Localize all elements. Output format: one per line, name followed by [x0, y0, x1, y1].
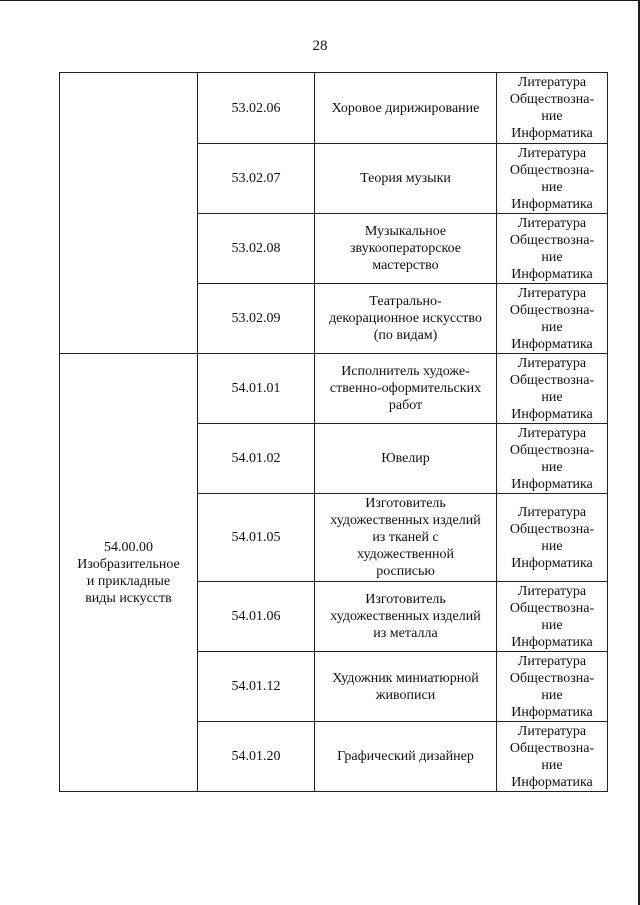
specialty-name-line: художественных изделий [330, 609, 481, 624]
specialty-name-cell [315, 722, 497, 792]
specialty-name-line: Исполнитель художе- [341, 364, 470, 379]
subjects-cell [497, 424, 608, 494]
subject-line: ние [541, 459, 563, 475]
specialty-code-cell: 54.01.05 [198, 494, 315, 582]
subject-line: Обществозна- [509, 92, 595, 107]
specialty-name-line: из тканей с [372, 530, 439, 545]
subject-line: Литература [517, 504, 587, 520]
specialty-name-line: из металла [373, 626, 438, 641]
subject-line: Литература [517, 355, 587, 371]
specialty-name-line: Графический дизайнер [337, 749, 474, 764]
specialty-name-line: Театрально- [369, 294, 442, 309]
specialty-code-cell: 53.02.08 [198, 214, 315, 284]
specialty-table [59, 72, 608, 792]
subjects-cell [497, 582, 608, 652]
subject-line: Информатика [511, 774, 593, 790]
subject-line: Литература [517, 583, 587, 599]
subject-line: Литература [517, 425, 587, 441]
subject-line: ние [541, 687, 563, 703]
specialty-code-cell: 54.01.01 [198, 354, 315, 424]
subject-line: ние [541, 249, 563, 265]
subject-line: Информатика [511, 476, 593, 492]
specialty-name-cell [315, 73, 497, 144]
subject-line: Литература [517, 653, 587, 669]
specialty-code-cell: 54.01.02 [198, 424, 315, 494]
specialty-name-line: (по видам) [373, 328, 438, 343]
specialty-name-line: художественной [357, 547, 454, 562]
scan-edge-top [0, 0, 640, 1]
subject-line: Информатика [511, 196, 593, 212]
specialty-code-cell: 53.02.07 [198, 144, 315, 214]
group-name-line: Изобразительное [77, 556, 180, 572]
subject-line: Обществозна- [509, 162, 595, 178]
subject-line: Литература [517, 723, 587, 739]
group-cell [60, 73, 198, 354]
subject-line: ние [541, 538, 563, 554]
page-number: 28 [312, 38, 328, 54]
subject-line: Обществозна- [509, 600, 595, 616]
specialty-name-cell [315, 284, 497, 354]
specialty-name-line: Художник миниатюрной [332, 670, 479, 686]
subject-line: Обществозна- [509, 670, 595, 686]
specialty-name-cell [315, 144, 497, 214]
group-code: 54.00.00 [104, 539, 153, 555]
specialty-code-cell: 54.01.06 [198, 582, 315, 652]
specialty-name-line: работ [388, 398, 423, 413]
subject-line: ние [541, 109, 563, 124]
specialty-name-line: Изготовитель [365, 592, 446, 607]
subject-line: Информатика [511, 704, 593, 720]
subject-line: Литература [517, 215, 587, 231]
specialty-code-cell: 54.01.20 [198, 722, 315, 792]
subject-line: ние [541, 757, 563, 773]
specialty-name-line: росписью [376, 564, 435, 579]
subject-line: ние [541, 617, 563, 633]
subject-line: Информатика [511, 555, 593, 571]
subject-line: Обществозна- [509, 442, 595, 458]
subject-line: Информатика [511, 266, 593, 282]
group-name-line: и прикладные [86, 573, 171, 589]
specialty-name-line: декорационное искусство [329, 311, 482, 326]
subjects-cell [497, 284, 608, 354]
subject-line: Информатика [511, 634, 593, 650]
table-body [60, 73, 608, 792]
specialty-code-cell: 53.02.09 [198, 284, 315, 354]
specialty-name-cell [315, 424, 497, 494]
subjects-cell [497, 722, 608, 792]
specialty-name-line: мастерство [372, 258, 439, 273]
specialty-name-line: Ювелир [381, 451, 430, 466]
specialty-name-cell [315, 354, 497, 424]
subjects-cell [497, 494, 608, 582]
group-cell [60, 354, 198, 792]
specialty-name-line: Изготовитель [365, 496, 446, 511]
subject-line: Литература [517, 285, 587, 301]
specialty-name-cell [315, 214, 497, 284]
subject-line: Информатика [511, 126, 593, 141]
specialty-name-line: звукооператорское [350, 241, 461, 256]
specialty-name-line: Музыкальное [364, 224, 447, 239]
subjects-cell [497, 144, 608, 214]
specialty-code-cell: 53.02.06 [198, 73, 315, 144]
subject-line: Информатика [511, 336, 593, 352]
subject-line: Обществозна- [509, 372, 595, 388]
subject-line: Обществозна- [509, 232, 595, 248]
subject-line: Обществозна- [509, 302, 595, 318]
subject-line: Обществозна- [509, 740, 595, 756]
specialty-name-line: Теория музыки [360, 171, 451, 186]
specialty-name-line: ственно-оформительских [329, 381, 482, 396]
specialty-name-line: художественных изделий [330, 513, 481, 528]
subject-line: ние [541, 319, 563, 335]
subject-line: Литература [517, 75, 587, 90]
subjects-cell [497, 354, 608, 424]
table-row [60, 354, 608, 424]
subjects-cell [497, 214, 608, 284]
table-row [60, 73, 608, 144]
specialty-name-cell [315, 494, 497, 582]
subjects-cell [497, 73, 608, 144]
subject-line: ние [541, 179, 563, 195]
specialty-name-line: живописи [375, 687, 436, 703]
specialty-name-cell [315, 582, 497, 652]
specialty-name-line: Хоровое дирижирование [331, 100, 480, 116]
subject-line: Обществозна- [509, 521, 595, 537]
group-name-line: виды искусств [85, 590, 172, 606]
subjects-cell [497, 652, 608, 722]
specialty-name-cell [315, 652, 497, 722]
subject-line: ние [541, 389, 563, 405]
specialty-code-cell: 54.01.12 [198, 652, 315, 722]
subject-line: Литература [517, 145, 587, 161]
subject-line: Информатика [511, 406, 593, 422]
